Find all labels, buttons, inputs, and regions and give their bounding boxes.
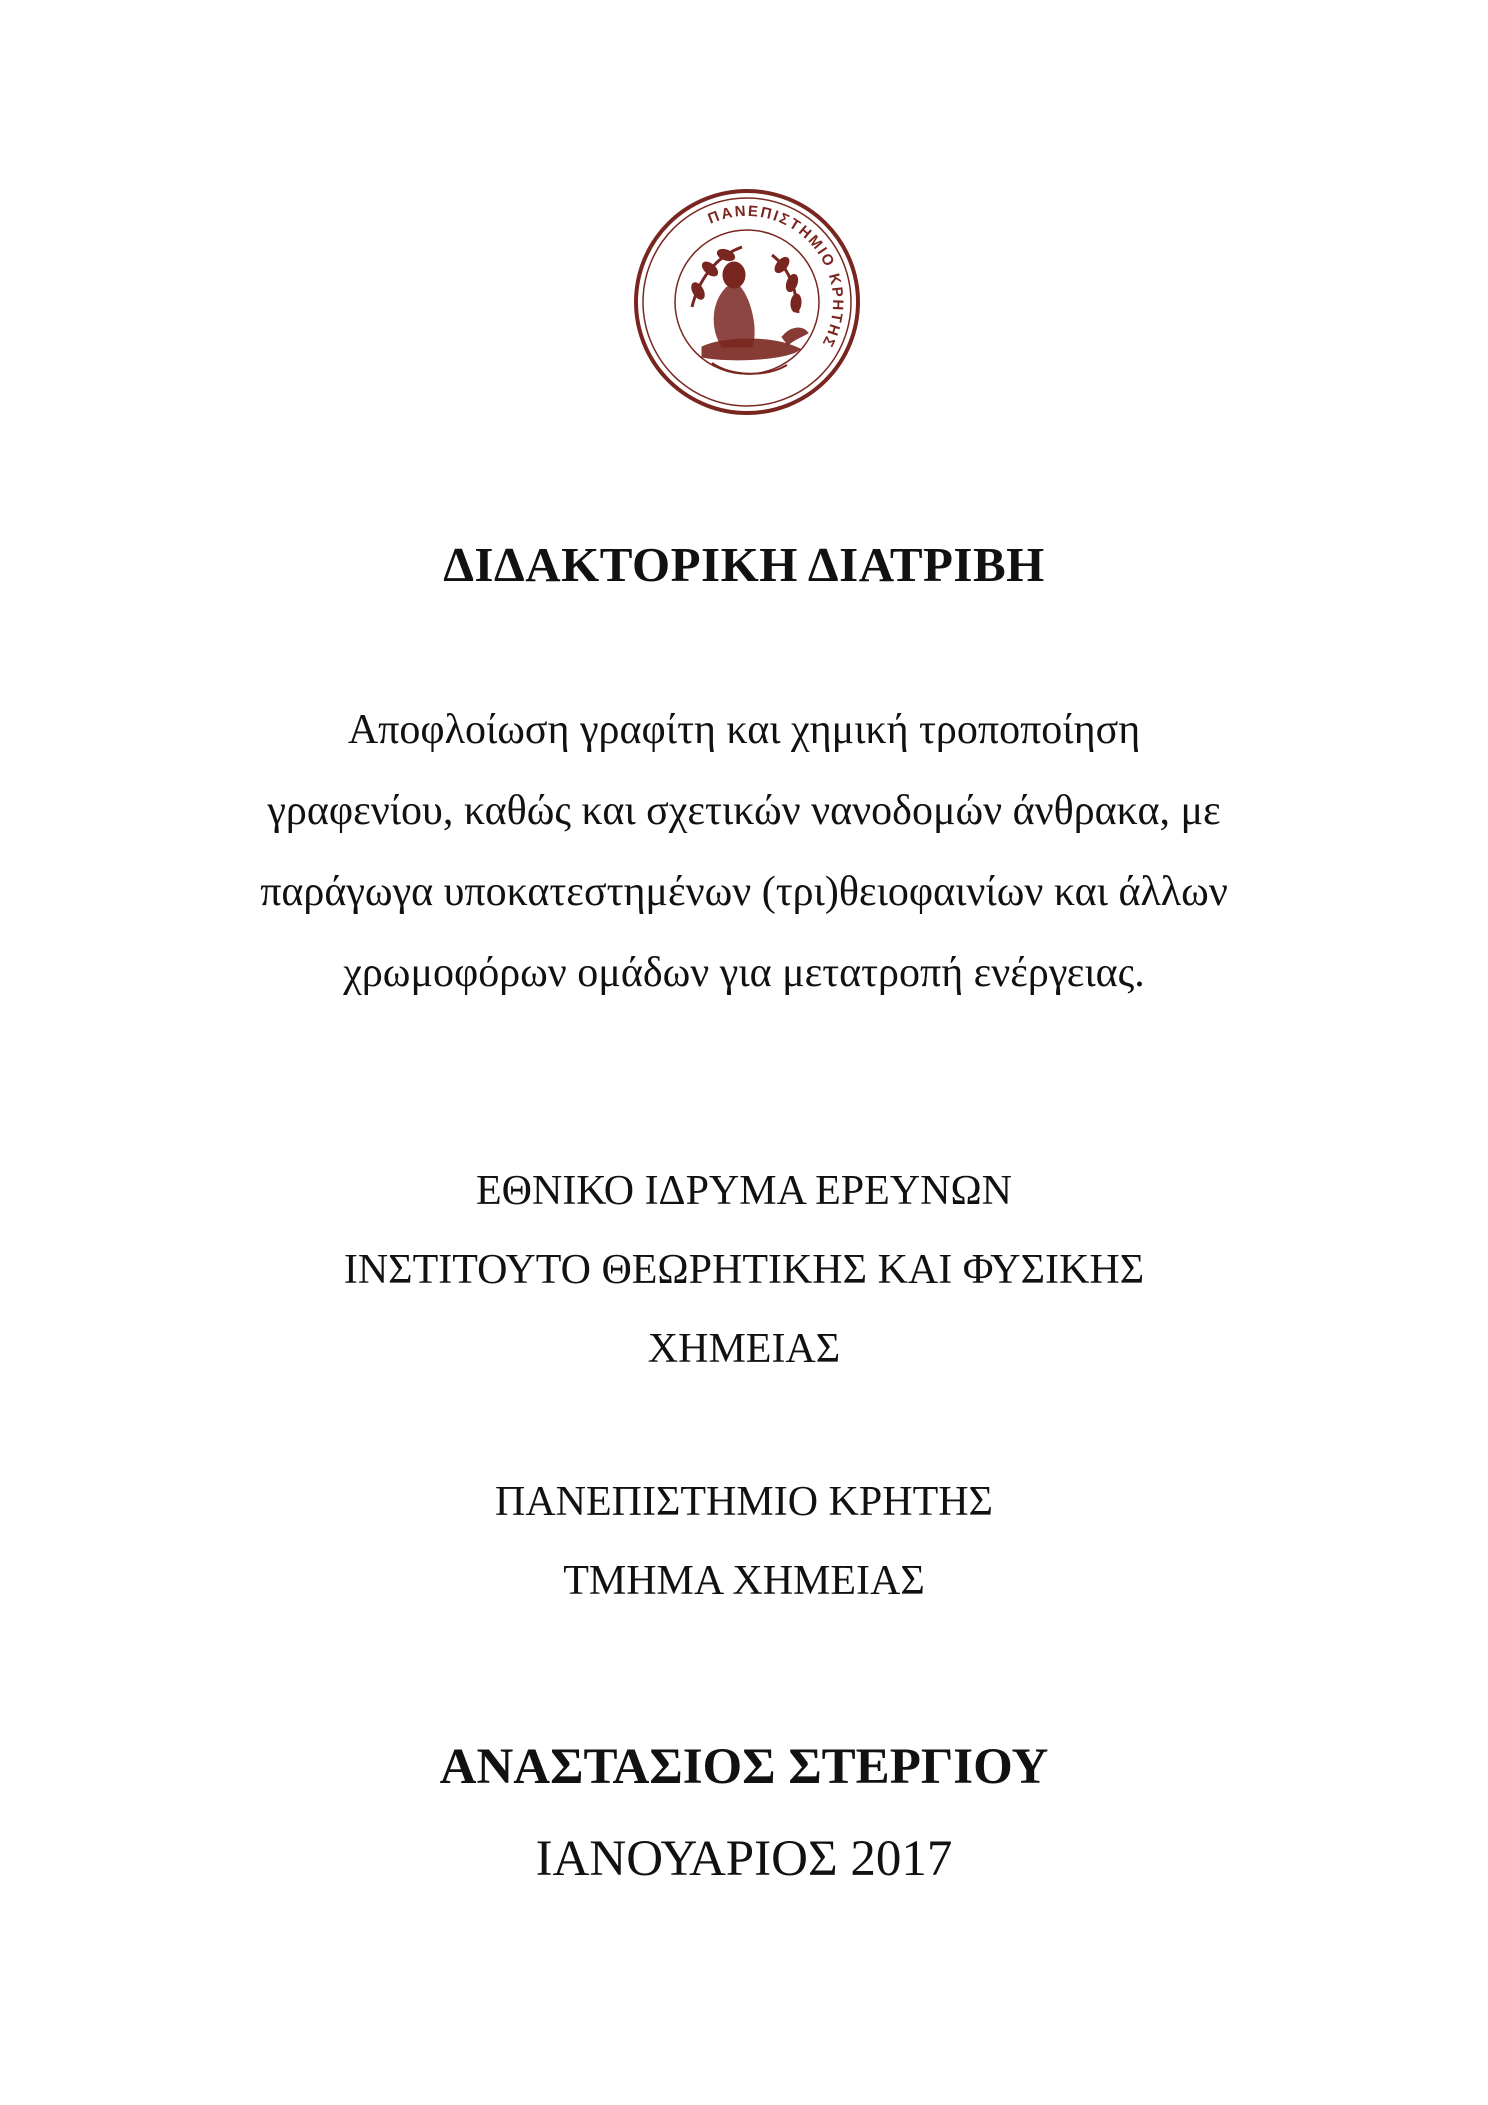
title-line: γραφενίου, καθώς και σχετικών νανοδομών άνθρακα, με	[267, 788, 1221, 834]
author-name: ΑΝΑΣΤΑΣΙΟΣ ΣΤΕΡΓΙΟΥ	[439, 1739, 1049, 1795]
department-line: ΤΜΗΜΑ ΧΗΜΕΙΑΣ	[563, 1558, 925, 1604]
institute-line: ΙΝΣΤΙΤΟΥΤΟ ΘΕΩΡΗΤΙΚΗΣ ΚΑΙ ΦΥΣΙΚΗΣ	[343, 1247, 1145, 1293]
institute-affiliation	[0, 1152, 1488, 1389]
university-affiliation	[0, 1463, 1488, 1621]
document-type-heading: ΔΙΔΑΚΤΟΡΙΚΗ ΔΙΑΤΡΙΒΗ	[443, 537, 1045, 592]
thesis-title	[0, 690, 1488, 1014]
seal-text: ΠΑΝΕΠΙΣΤΗΜΙΟ ΚΡΗΤΗΣ	[705, 202, 847, 351]
submission-date: ΙΑΝΟΥΑΡΙΟΣ 2017	[535, 1831, 953, 1887]
university-of-crete-seal-icon	[632, 187, 862, 417]
institute-line: ΕΘΝΙΚΟ ΙΔΡΥΜΑ ΕΡΕΥΝΩΝ	[476, 1168, 1012, 1214]
institute-line: ΧΗΜΕΙΑΣ	[647, 1326, 841, 1372]
title-line: χρωμοφόρων ομάδων για μετατροπή ενέργειας.	[343, 950, 1145, 996]
title-line: παράγωγα υποκατεστημένων (τρι)θειοφαινίων και άλλων	[260, 869, 1228, 915]
university-line: ΠΑΝΕΠΙΣΤΗΜΙΟ ΚΡΗΤΗΣ	[494, 1479, 993, 1525]
title-line: Αποφλοίωση γραφίτη και χημική τροποποίηση	[347, 707, 1141, 753]
